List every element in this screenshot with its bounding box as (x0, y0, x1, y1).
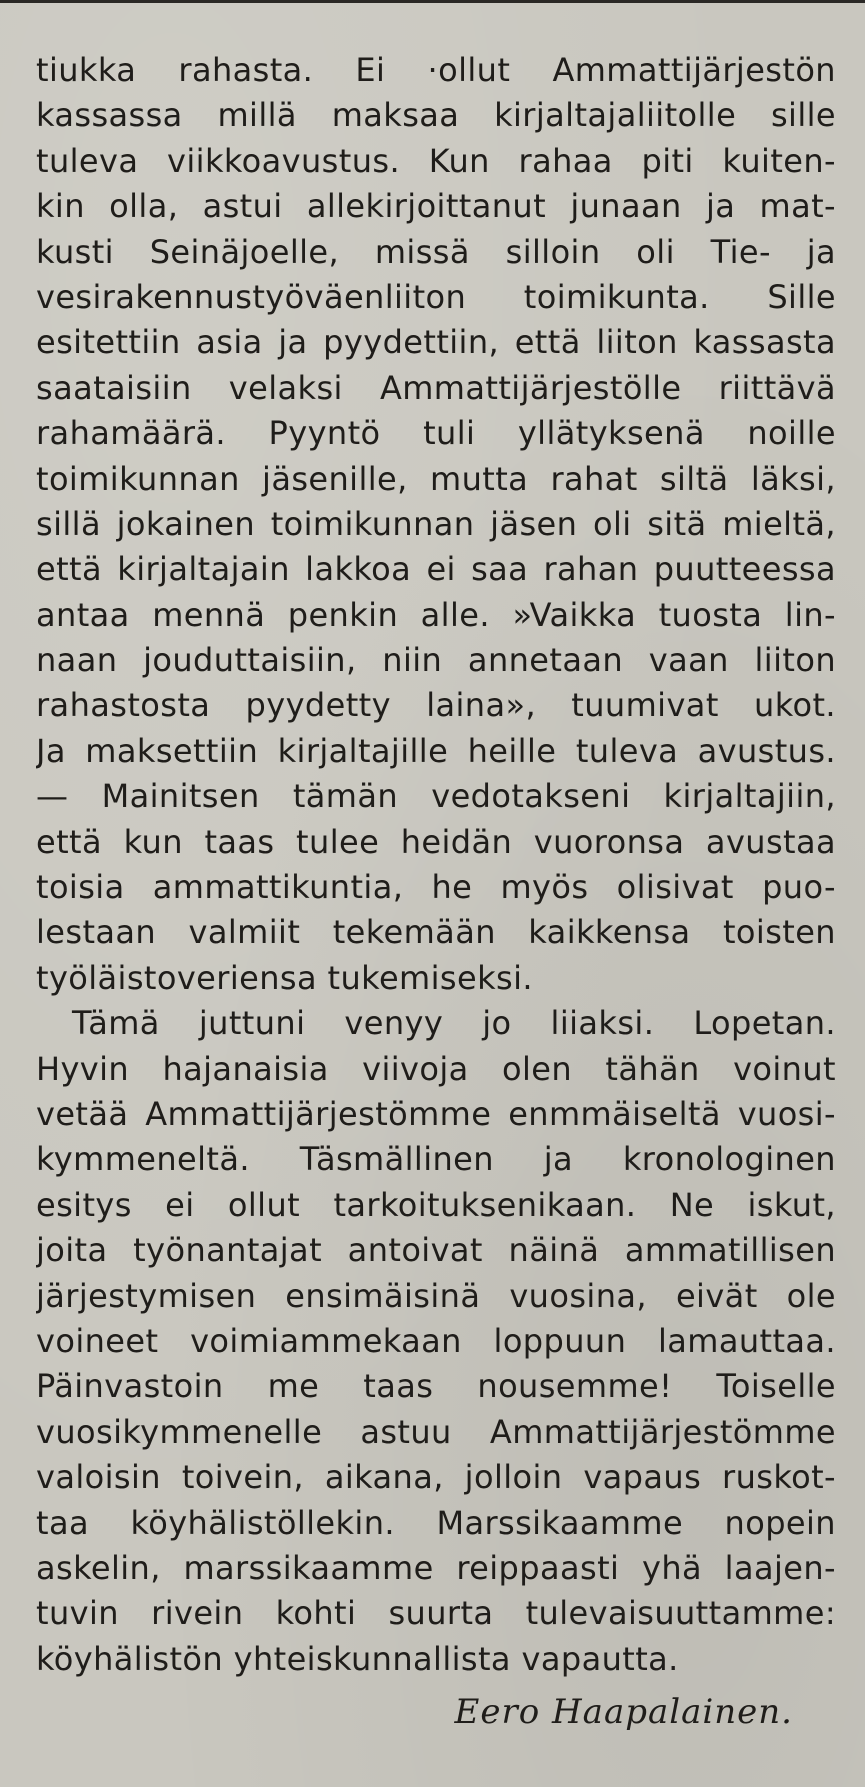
text-line: rahastosta pyydetty laina», tuumivat ukot. (36, 686, 836, 725)
text-line: Hyvin hajanaisia viivoja olen tähän voinut (36, 1049, 836, 1088)
text-line: askelin, marssikaamme reippaasti yhä laajen- (36, 1548, 836, 1587)
text-line: toisia ammattikuntia, he myös olisivat puo- (36, 868, 836, 907)
text-line: vesirakennustyöväenliiton toimikunta. Sille (36, 277, 836, 316)
author-signature: Eero Haapalainen. (454, 1692, 793, 1732)
text-line: tuvin rivein kohti suurta tulevaisuuttamme: (36, 1594, 836, 1633)
text-line: että kun taas tulee heidän vuoronsa avustaa (36, 822, 836, 861)
text-line: rahamäärä. Pyyntö tuli yllätyksenä noille (36, 414, 836, 453)
text-line: järjestymisen ensimäisinä vuosina, eivät ole (36, 1276, 836, 1315)
text-line: saataisiin velaksi Ammattijärjestölle riittävä (36, 368, 836, 407)
text-line: sillä jokainen toimikunnan jäsen oli sitä mieltä, (36, 504, 836, 543)
text-line: että kirjaltajain lakkoa ei saa rahan puutteessa (36, 550, 836, 589)
text-line: kusti Seinäjoelle, missä silloin oli Tie- ja (36, 232, 836, 271)
text-line: Tämä juttuni venyy jo liiaksi. Lopetan. (72, 1004, 836, 1043)
text-line: lestaan valmiit tekemään kaikkensa toisten (36, 913, 836, 952)
text-line: valoisin toivein, aikana, jolloin vapaus ruskot- (36, 1458, 836, 1497)
text-line: naan jouduttaisiin, niin annetaan vaan liiton (36, 641, 836, 680)
text-line: antaa mennä penkin alle. »Vaikka tuosta lin- (36, 595, 836, 634)
text-line: voineet voimiammekaan loppuun lamauttaa. (36, 1321, 836, 1360)
text-line: joita työnantajat antoivat näinä ammatillisen (36, 1231, 836, 1270)
text-line: kassassa millä maksaa kirjaltajaliitolle sille (36, 96, 836, 135)
top-rule (0, 0, 865, 3)
text-line: Ja maksettiin kirjaltajille heille tuleva avustus. (36, 731, 836, 770)
text-line: työläistoveriensa tukemiseksi. (36, 958, 533, 997)
text-line: kymmeneltä. Täsmällinen ja kronologinen (36, 1140, 836, 1179)
article-text (36, 48, 836, 1682)
text-line: tiukka rahasta. Ei ·ollut Ammattijärjestön (36, 51, 836, 89)
text-line: vuosikymmenelle astuu Ammattijärjestömme (36, 1412, 836, 1451)
text-line: tuleva viikkoavustus. Kun rahaa piti kuiten- (36, 141, 836, 180)
text-line: vetää Ammattijärjestömme enmmäiseltä vuosi- (36, 1094, 836, 1133)
text-line: taa köyhälistöllekin. Marssikaamme nopein (36, 1503, 836, 1542)
text-line: esitettiin asia ja pyydettiin, että liiton kassasta (36, 323, 836, 362)
text-line: toimikunnan jäsenille, mutta rahat siltä läksi, (36, 459, 836, 498)
text-line: kin olla, astui allekirjoittanut junaan ja mat- (36, 187, 836, 226)
text-line: — Mainitsen tämän vedotakseni kirjaltajiin, (36, 777, 836, 816)
text-line: esitys ei ollut tarkoituksenikaan. Ne iskut, (36, 1185, 836, 1224)
text-line: köyhälistön yhteiskunnallista vapautta. (36, 1639, 679, 1678)
text-line: Päinvastoin me taas nousemme! Toiselle (36, 1367, 836, 1406)
